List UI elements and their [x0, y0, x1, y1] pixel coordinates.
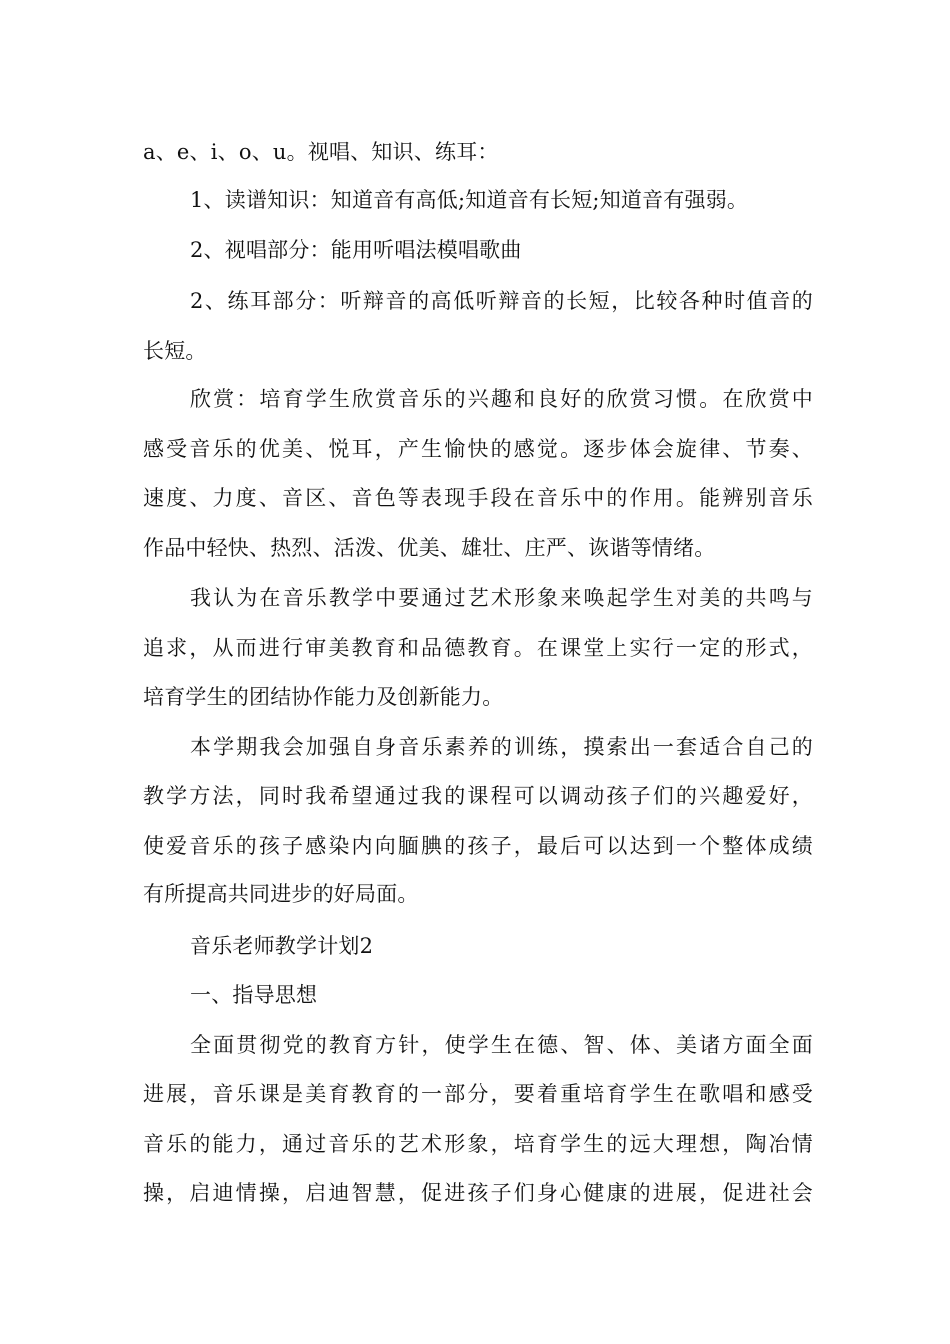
text-line: 作品中轻快、热烈、活泼、优美、雄壮、庄严、诙谐等情绪。: [143, 536, 716, 560]
text-line: 追求，从而进行审美教育和品德教育。在课堂上实行一定的形式，: [143, 636, 813, 660]
text-line: 速度、力度、音区、音色等表现手段在音乐中的作用。能辨别音乐: [143, 486, 813, 510]
text-line: 音乐的能力，通过音乐的艺术形象，培育学生的远大理想，陶冶情: [143, 1132, 813, 1156]
text-line: 本学期我会加强自身音乐素养的训练，摸索出一套适合自己的: [190, 735, 813, 759]
text-line: 2、练耳部分：听辩音的高低听辩音的长短，比较各种时值音的: [190, 289, 813, 313]
text-line: 1、读谱知识：知道音有高低;知道音有长短;知道音有强弱。: [190, 188, 749, 212]
text-line: a、e、i、o、u。视唱、知识、练耳：: [143, 140, 499, 164]
text-line: 2、视唱部分：能用听唱法模唱歌曲: [190, 238, 522, 262]
text-line: 教学方法，同时我希望通过我的课程可以调动孩子们的兴趣爱好，: [143, 784, 813, 808]
text-line: 全面贯彻党的教育方针，使学生在德、智、体、美诸方面全面: [190, 1033, 813, 1057]
text-line: 操，启迪情操，启迪智慧，促进孩子们身心健康的进展，促进社会: [143, 1181, 813, 1205]
text-line: 培育学生的团结协作能力及创新能力。: [143, 685, 504, 709]
text-line: 有所提高共同进步的好局面。: [143, 882, 419, 906]
text-line: 长短。: [143, 339, 207, 363]
section-title: 音乐老师教学计划2: [190, 934, 374, 958]
text-line: 我认为在音乐教学中要通过艺术形象来唤起学生对美的共鸣与: [190, 586, 813, 610]
text-line: 使爱音乐的孩子感染内向腼腆的孩子，最后可以达到一个整体成绩: [143, 834, 813, 858]
text-line: 进展，音乐课是美育教育的一部分，要着重培育学生在歌唱和感受: [143, 1082, 813, 1106]
text-line: 感受音乐的优美、悦耳，产生愉快的感觉。逐步体会旋律、节奏、: [143, 437, 813, 461]
text-line: 欣赏：培育学生欣赏音乐的兴趣和良好的欣赏习惯。在欣赏中: [190, 387, 813, 411]
section-heading: 一、指导思想: [190, 983, 318, 1007]
